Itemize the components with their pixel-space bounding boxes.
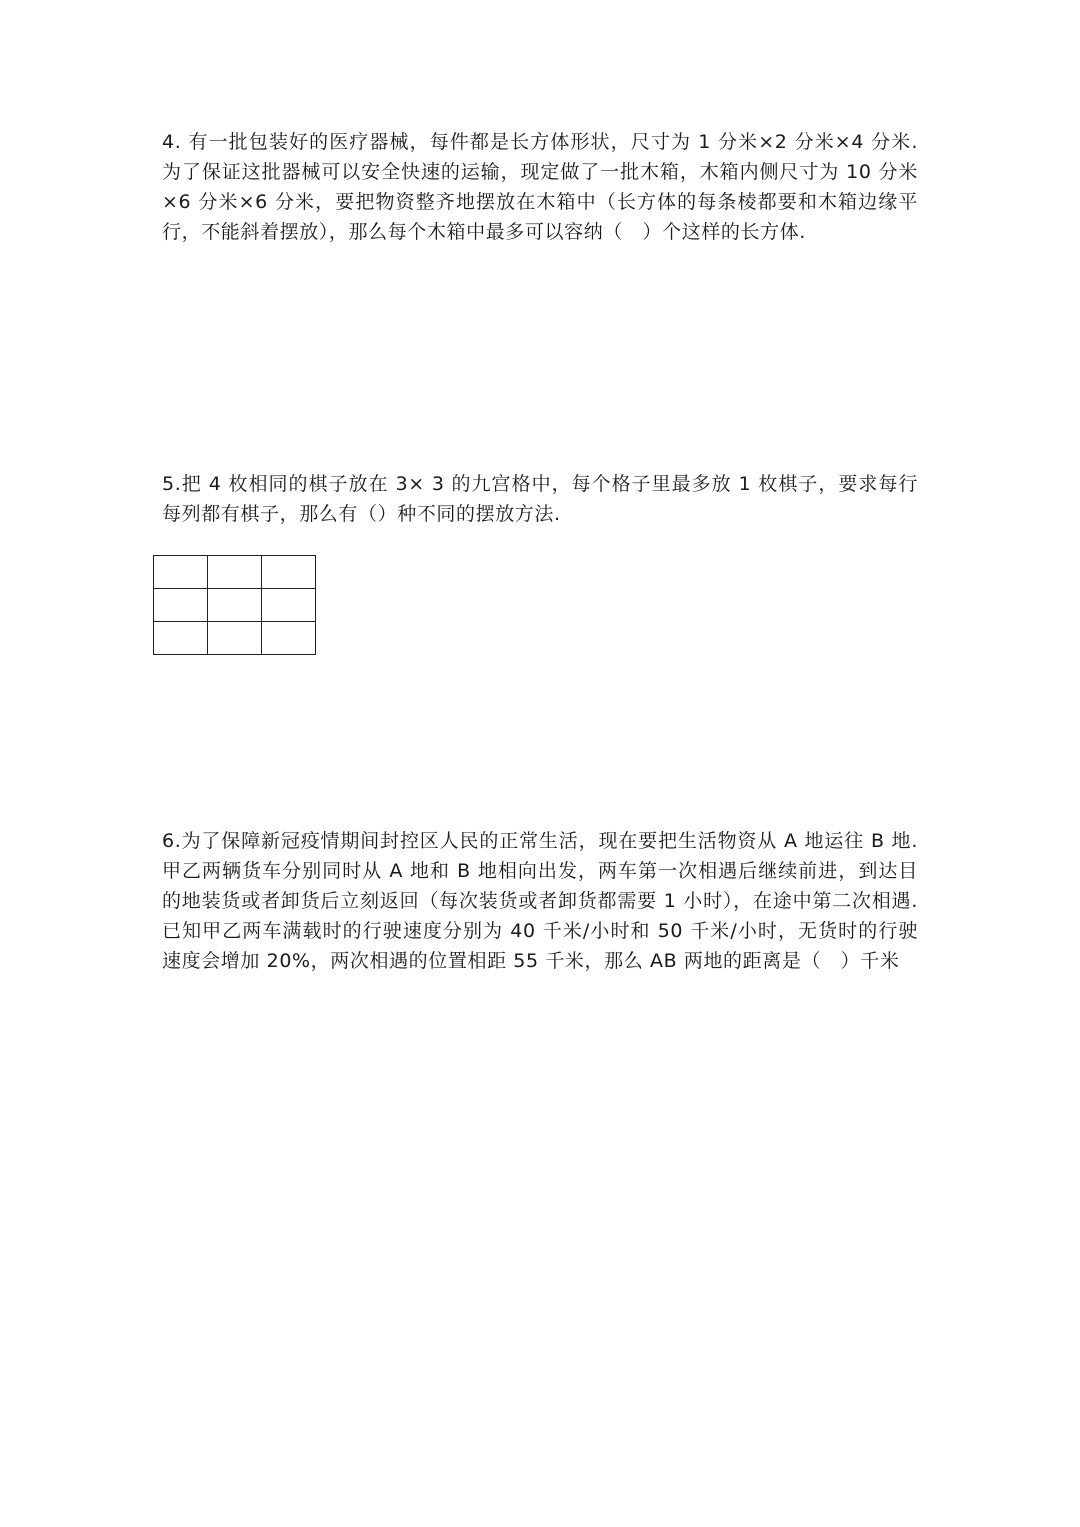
grid-row xyxy=(154,556,316,589)
grid-cell xyxy=(262,556,316,589)
grid-cell xyxy=(208,556,262,589)
nine-square-grid xyxy=(153,555,316,655)
grid-cell xyxy=(262,622,316,655)
problem-6-text: 6.为了保障新冠疫情期间封控区人民的正常生活，现在要把生活物资从 A 地运往 B 地.甲乙两辆货车分别同时从 A 地和 B 地相向出发，两车第一次相遇后继续前进，到达目的地装货或者卸货后立刻返回（每次装货或者卸货都需要 1 小时），在途中第二次相遇.已知甲乙两车满载时的行驶速度分别为 40 千米/小时和 50 千米/小时，无货时的行驶速度会增加 20%，两次相遇的位置相距 55 千米，那么 AB 两地的距离是（ ）千米 xyxy=(162,830,918,972)
grid-cell xyxy=(154,556,208,589)
grid-row xyxy=(154,589,316,622)
grid-cell xyxy=(208,622,262,655)
grid-row xyxy=(154,622,316,655)
grid-cell xyxy=(208,589,262,622)
grid-cell xyxy=(262,589,316,622)
grid-cell xyxy=(154,622,208,655)
problem-4-text: 4. 有一批包装好的医疗器械，每件都是长方体形状，尺寸为 1 分米×2 分米×4 分米.为了保证这批器械可以安全快速的运输，现定做了一批木箱，木箱内侧尺寸为 10 分米×6 分米×6 分米，要把物资整齐地摆放在木箱中（长方体的每条棱都要和木箱边缘平行，不能斜着摆放），那么每个木箱中最多可以容纳（ ）个这样的长方体. xyxy=(162,131,918,243)
problem-5-text: 5.把 4 枚相同的棋子放在 3× 3 的九宫格中，每个格子里最多放 1 枚棋子，要求每行每列都有棋子，那么有（）种不同的摆放方法. xyxy=(162,473,918,525)
grid-cell xyxy=(154,589,208,622)
